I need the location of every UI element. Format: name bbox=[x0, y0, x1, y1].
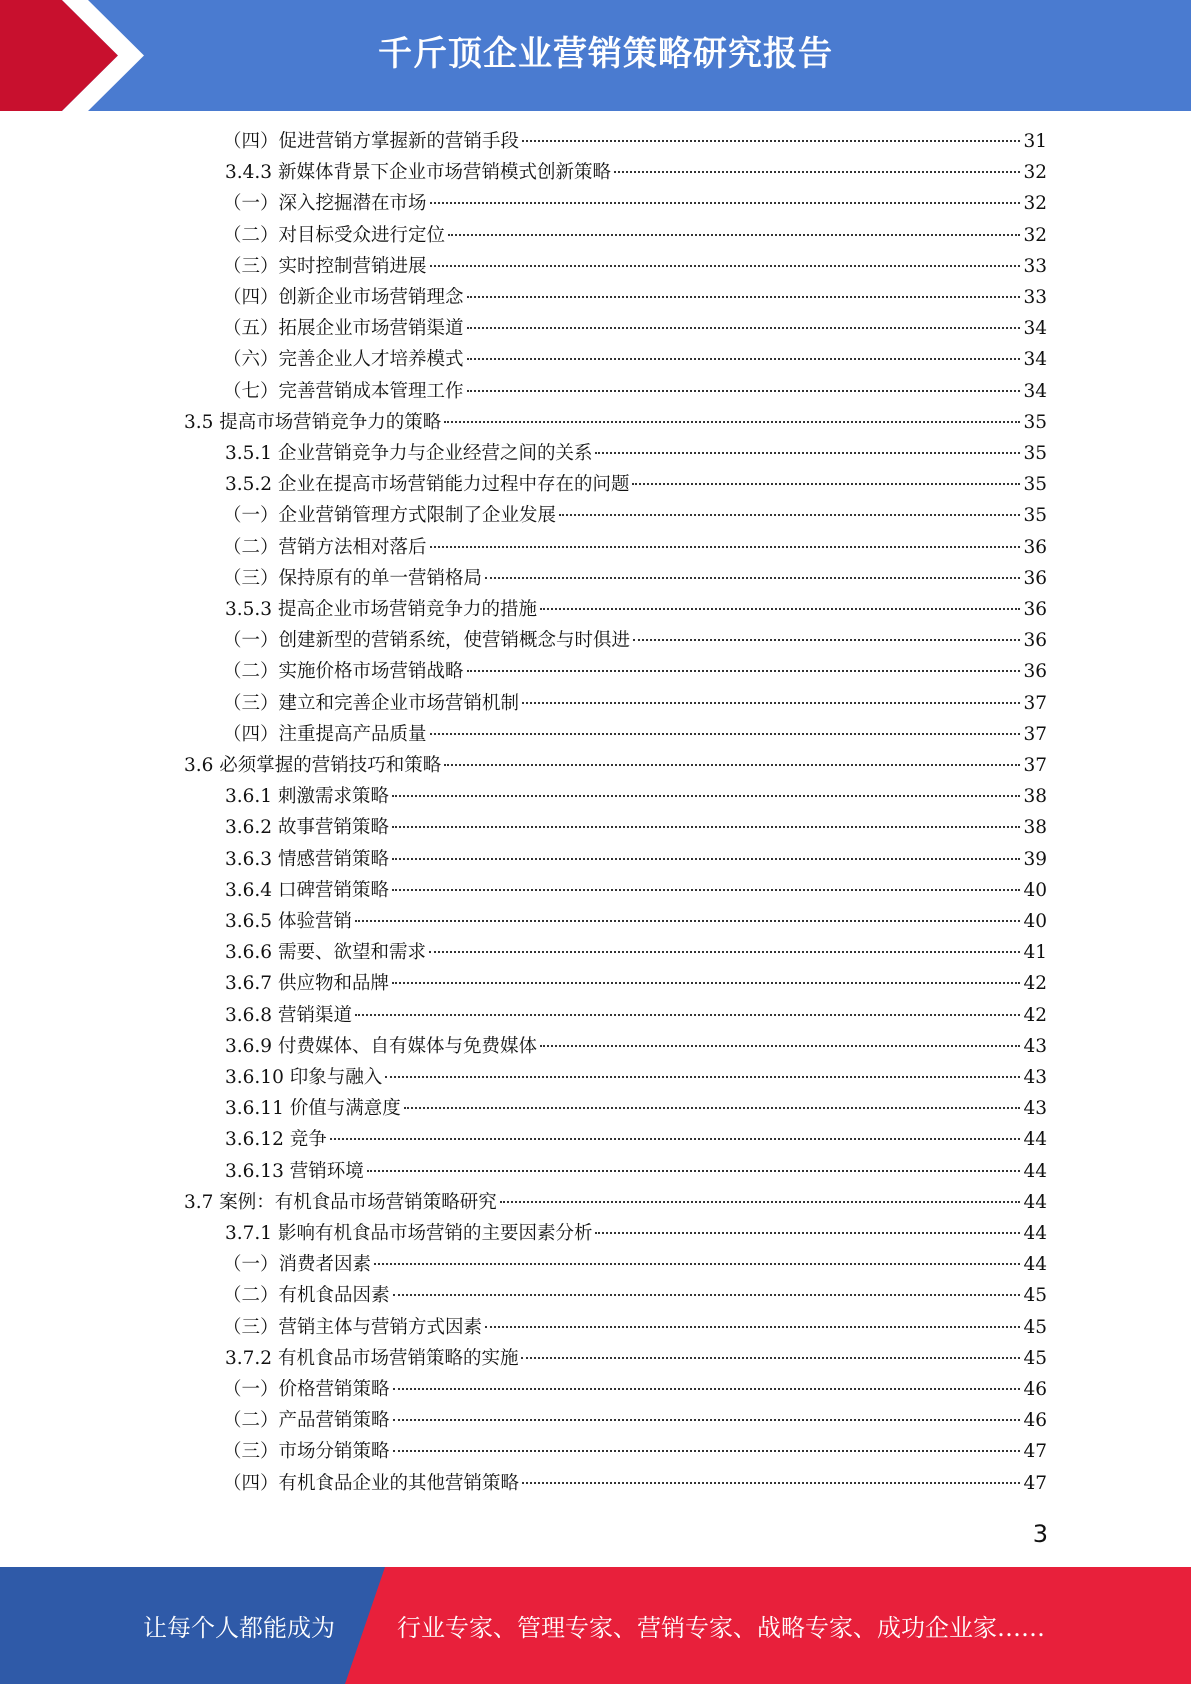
toc-entry[interactable] bbox=[225, 438, 1047, 469]
page-header bbox=[0, 0, 1191, 111]
toc-entry[interactable] bbox=[223, 344, 1047, 375]
toc-dot-leader bbox=[392, 982, 1020, 984]
toc-entry-page: 36 bbox=[1023, 567, 1047, 589]
toc-entry-label: 3.6.1 刺激需求策略 bbox=[225, 786, 389, 808]
toc-dot-leader bbox=[522, 702, 1020, 704]
toc-entry[interactable] bbox=[223, 719, 1047, 750]
toc-entry-label: （二）营销方法相对落后 bbox=[223, 536, 427, 558]
toc-entry-label: （五）拓展企业市场营销渠道 bbox=[223, 318, 464, 340]
toc-entry-label: 3.5.1 企业营销竞争力与企业经营之间的关系 bbox=[225, 443, 593, 464]
toc-dot-leader bbox=[330, 1138, 1021, 1140]
toc-entry[interactable] bbox=[225, 1343, 1047, 1374]
toc-entry[interactable] bbox=[223, 251, 1047, 282]
toc-dot-leader bbox=[595, 452, 1020, 454]
toc-entry[interactable] bbox=[225, 469, 1047, 500]
toc-entry[interactable] bbox=[225, 594, 1047, 625]
toc-entry-label: 3.6.10 印象与融入 bbox=[225, 1067, 383, 1088]
toc-entry-page: 36 bbox=[1023, 536, 1047, 558]
toc-entry[interactable] bbox=[223, 220, 1047, 251]
toc-entry-page: 45 bbox=[1023, 1285, 1047, 1307]
toc-entry-label: （二）有机食品因素 bbox=[223, 1285, 390, 1307]
toc-dot-leader bbox=[559, 514, 1020, 516]
toc-entry-label: 3.7.1 影响有机食品市场营销的主要因素分析 bbox=[225, 1223, 593, 1244]
toc-dot-leader bbox=[614, 171, 1020, 173]
toc-entry[interactable] bbox=[223, 282, 1047, 313]
toc-entry-page: 44 bbox=[1023, 1254, 1047, 1276]
toc-dot-leader bbox=[430, 265, 1021, 267]
toc-entry-page: 37 bbox=[1023, 692, 1047, 714]
toc-entry-label: （四）注重提高产品质量 bbox=[223, 723, 427, 745]
toc-dot-leader bbox=[633, 639, 1020, 641]
toc-entry[interactable] bbox=[225, 906, 1047, 937]
toc-entry-page: 32 bbox=[1023, 224, 1047, 246]
toc-entry[interactable] bbox=[223, 313, 1047, 344]
toc-entry[interactable] bbox=[223, 625, 1047, 656]
toc-entry[interactable] bbox=[223, 1436, 1047, 1467]
toc-entry-label: （三）保持原有的单一营销格局 bbox=[223, 567, 483, 589]
toc-entry[interactable] bbox=[223, 688, 1047, 719]
toc-entry-page: 42 bbox=[1023, 1004, 1047, 1026]
toc-entry-label: （二）对目标受众进行定位 bbox=[223, 224, 446, 246]
toc-entry[interactable] bbox=[223, 1249, 1047, 1280]
toc-dot-leader bbox=[540, 1045, 1020, 1047]
toc-entry-page: 36 bbox=[1023, 599, 1047, 620]
toc-entry-page: 44 bbox=[1023, 1129, 1047, 1151]
toc-entry-page: 33 bbox=[1023, 287, 1047, 308]
toc-dot-leader bbox=[393, 1419, 1021, 1421]
toc-dot-leader bbox=[467, 296, 1021, 298]
toc-entry-page: 43 bbox=[1023, 1067, 1047, 1088]
toc-entry-page: 32 bbox=[1023, 193, 1047, 215]
toc-entry-label: （二）产品营销策略 bbox=[223, 1410, 390, 1432]
toc-entry[interactable] bbox=[225, 968, 1047, 999]
toc-entry-page: 37 bbox=[1023, 755, 1047, 776]
toc-entry-page: 45 bbox=[1023, 1316, 1047, 1338]
toc-entry-label: 3.4.3 新媒体背景下企业市场营销模式创新策略 bbox=[225, 162, 611, 184]
toc-dot-leader bbox=[500, 1201, 1021, 1203]
toc-entry-label: （四）促进营销方掌握新的营销手段 bbox=[223, 131, 520, 152]
toc-entry-page: 33 bbox=[1023, 255, 1047, 277]
toc-entry-page: 35 bbox=[1023, 443, 1047, 464]
toc-dot-leader bbox=[393, 1450, 1021, 1452]
toc-dot-leader bbox=[404, 1107, 1021, 1109]
toc-dot-leader bbox=[374, 1263, 1020, 1265]
toc-dot-leader bbox=[392, 889, 1020, 891]
toc-entry-page: 34 bbox=[1023, 380, 1047, 402]
toc-entry-page: 47 bbox=[1023, 1441, 1047, 1463]
toc-entry-page: 35 bbox=[1023, 411, 1047, 433]
toc-entry-label: 3.6.4 口碑营销策略 bbox=[225, 879, 389, 901]
toc-entry-label: 3.7.2 有机食品市场营销策略的实施 bbox=[225, 1347, 519, 1369]
toc-entry-page: 44 bbox=[1023, 1223, 1047, 1244]
toc-entry-page: 41 bbox=[1023, 942, 1047, 964]
toc-entry-label: 3.6.9 付费媒体、自有媒体与免费媒体 bbox=[225, 1035, 537, 1057]
toc-entry-page: 47 bbox=[1023, 1472, 1047, 1494]
toc-entry-label: 3.6.6 需要、欲望和需求 bbox=[225, 942, 426, 964]
toc-entry-label: （三）市场分销策略 bbox=[223, 1441, 390, 1463]
toc-entry-page: 34 bbox=[1023, 318, 1047, 340]
toc-entry-label: （一）深入挖掘潜在市场 bbox=[223, 193, 427, 215]
toc-entry-label: 3.6.3 情感营销策略 bbox=[225, 848, 389, 870]
toc-entry[interactable] bbox=[223, 1280, 1047, 1311]
toc-entry[interactable] bbox=[225, 1124, 1047, 1155]
toc-entry-page: 42 bbox=[1023, 973, 1047, 995]
toc-entry-page: 39 bbox=[1023, 848, 1047, 870]
toc-entry-page: 34 bbox=[1023, 349, 1047, 371]
toc-entry[interactable] bbox=[223, 376, 1047, 407]
toc-dot-leader bbox=[522, 140, 1020, 142]
toc-entry-label: 3.7 案例：有机食品市场营销策略研究 bbox=[184, 1191, 497, 1213]
toc-entry-page: 43 bbox=[1023, 1098, 1047, 1120]
toc-dot-leader bbox=[430, 546, 1021, 548]
toc-entry-page: 32 bbox=[1023, 162, 1047, 184]
toc-entry-label: 3.6.13 营销环境 bbox=[225, 1160, 364, 1182]
toc-dot-leader bbox=[444, 421, 1020, 423]
toc-entry-page: 46 bbox=[1023, 1379, 1047, 1400]
toc-entry-page: 36 bbox=[1023, 661, 1047, 683]
toc-dot-leader bbox=[467, 358, 1021, 360]
toc-entry-page: 44 bbox=[1023, 1191, 1047, 1213]
toc-dot-leader bbox=[385, 1076, 1020, 1078]
toc-entry-page: 45 bbox=[1023, 1347, 1047, 1369]
toc-dot-leader bbox=[392, 795, 1020, 797]
toc-entry-label: （六）完善企业人才培养模式 bbox=[223, 349, 464, 371]
toc-entry-label: 3.6.7 供应物和品牌 bbox=[225, 973, 389, 995]
toc-entry-label: （四）有机食品企业的其他营销策略 bbox=[223, 1472, 520, 1494]
toc-entry-page: 38 bbox=[1023, 786, 1047, 808]
toc-entry-page: 37 bbox=[1023, 723, 1047, 745]
toc-dot-leader bbox=[355, 920, 1021, 922]
toc-entry-page: 35 bbox=[1023, 474, 1047, 496]
toc-entry-label: （一）创建新型的营销系统，使营销概念与时俱进 bbox=[223, 630, 631, 652]
toc-entry[interactable] bbox=[223, 1405, 1047, 1436]
footer-slogan-right: 行业专家、管理专家、营销专家、战略专家、成功企业家…… bbox=[397, 1614, 1045, 1642]
toc-entry-label: 3.5.3 提高企业市场营销竞争力的措施 bbox=[225, 599, 537, 620]
toc-entry-page: 38 bbox=[1023, 817, 1047, 839]
toc-dot-leader bbox=[355, 1014, 1021, 1016]
toc-dot-leader bbox=[430, 202, 1021, 204]
toc-dot-leader bbox=[448, 234, 1020, 236]
toc-entry[interactable] bbox=[225, 1000, 1047, 1031]
toc-entry-label: （一）企业营销管理方式限制了企业发展 bbox=[223, 505, 557, 527]
toc-dot-leader bbox=[467, 670, 1021, 672]
toc-dot-leader bbox=[393, 1388, 1021, 1390]
toc-entry-page: 35 bbox=[1023, 505, 1047, 527]
toc-dot-leader bbox=[367, 1170, 1021, 1172]
toc-dot-leader bbox=[485, 577, 1020, 579]
footer-slogan-left: 让每个人都能成为 bbox=[143, 1614, 335, 1642]
toc-entry[interactable] bbox=[225, 875, 1047, 906]
toc-entry-label: 3.6.2 故事营销策略 bbox=[225, 817, 389, 839]
toc-dot-leader bbox=[467, 327, 1021, 329]
toc-dot-leader bbox=[392, 858, 1020, 860]
toc-entry-label: （三）实时控制营销进展 bbox=[223, 255, 427, 277]
toc-entry-label: （二）实施价格市场营销战略 bbox=[223, 661, 464, 683]
toc-entry[interactable] bbox=[223, 532, 1047, 563]
toc-entry[interactable] bbox=[225, 1031, 1047, 1062]
toc-entry-label: 3.6.5 体验营销 bbox=[225, 911, 352, 932]
toc-dot-leader bbox=[392, 826, 1020, 828]
toc-entry-page: 31 bbox=[1023, 131, 1047, 152]
toc-entry[interactable] bbox=[223, 126, 1047, 157]
toc-entry[interactable] bbox=[225, 812, 1047, 843]
toc-entry[interactable] bbox=[225, 157, 1047, 188]
toc-entry-label: 3.6 必须掌握的营销技巧和策略 bbox=[184, 755, 442, 776]
toc-entry-label: 3.6.11 价值与满意度 bbox=[225, 1098, 401, 1120]
toc-dot-leader bbox=[430, 733, 1021, 735]
toc-entry-label: （七）完善营销成本管理工作 bbox=[223, 380, 464, 402]
toc-entry-page: 40 bbox=[1023, 879, 1047, 901]
toc-entry-label: （四）创新企业市场营销理念 bbox=[223, 287, 464, 308]
toc-entry[interactable] bbox=[223, 656, 1047, 687]
toc-entry[interactable] bbox=[225, 937, 1047, 968]
toc-entry[interactable] bbox=[223, 1374, 1047, 1405]
toc-dot-leader bbox=[467, 390, 1021, 392]
toc-entry-page: 43 bbox=[1023, 1035, 1047, 1057]
toc-entry[interactable] bbox=[184, 407, 1047, 438]
toc-entry[interactable] bbox=[225, 844, 1047, 875]
toc-dot-leader bbox=[540, 608, 1020, 610]
toc-entry[interactable] bbox=[223, 188, 1047, 219]
toc-dot-leader bbox=[393, 1294, 1021, 1296]
toc-entry[interactable] bbox=[225, 1218, 1047, 1249]
toc-dot-leader bbox=[485, 1326, 1020, 1328]
toc-entry-label: 3.6.12 竞争 bbox=[225, 1129, 327, 1151]
toc-entry[interactable] bbox=[223, 1468, 1047, 1499]
toc-dot-leader bbox=[595, 1232, 1020, 1234]
toc-entry[interactable] bbox=[223, 1312, 1047, 1343]
toc-entry[interactable] bbox=[225, 1062, 1047, 1093]
toc-dot-leader bbox=[444, 764, 1020, 766]
toc-entry[interactable] bbox=[184, 750, 1047, 781]
toc-entry-page: 46 bbox=[1023, 1410, 1047, 1432]
page-number: 3 bbox=[1032, 1520, 1048, 1548]
toc-entry-label: 3.5 提高市场营销竞争力的策略 bbox=[184, 411, 442, 433]
toc-entry[interactable] bbox=[223, 500, 1047, 531]
toc-entry-page: 40 bbox=[1023, 911, 1047, 932]
toc-entry[interactable] bbox=[225, 781, 1047, 812]
toc-entry-label: 3.5.2 企业在提高市场营销能力过程中存在的问题 bbox=[225, 474, 630, 496]
toc-entry[interactable] bbox=[184, 1187, 1047, 1218]
page-footer bbox=[0, 1567, 1191, 1684]
toc-entry-page: 44 bbox=[1023, 1160, 1047, 1182]
report-title: 千斤顶企业营销策略研究报告 bbox=[378, 34, 833, 74]
toc-entry[interactable] bbox=[223, 563, 1047, 594]
toc-entry-label: （一）消费者因素 bbox=[223, 1254, 372, 1276]
toc-dot-leader bbox=[521, 1357, 1020, 1359]
toc-entry-label: 3.6.8 营销渠道 bbox=[225, 1004, 352, 1026]
toc-entry[interactable] bbox=[225, 1156, 1047, 1187]
toc-dot-leader bbox=[429, 951, 1020, 953]
toc-entry-label: （三）营销主体与营销方式因素 bbox=[223, 1316, 483, 1338]
toc-entry-label: （一）价格营销策略 bbox=[223, 1379, 390, 1400]
toc-entry[interactable] bbox=[225, 1093, 1047, 1124]
toc-entry-label: （三）建立和完善企业市场营销机制 bbox=[223, 692, 520, 714]
toc-dot-leader bbox=[632, 483, 1020, 485]
toc-entry-page: 36 bbox=[1023, 630, 1047, 652]
toc-dot-leader bbox=[522, 1482, 1020, 1484]
